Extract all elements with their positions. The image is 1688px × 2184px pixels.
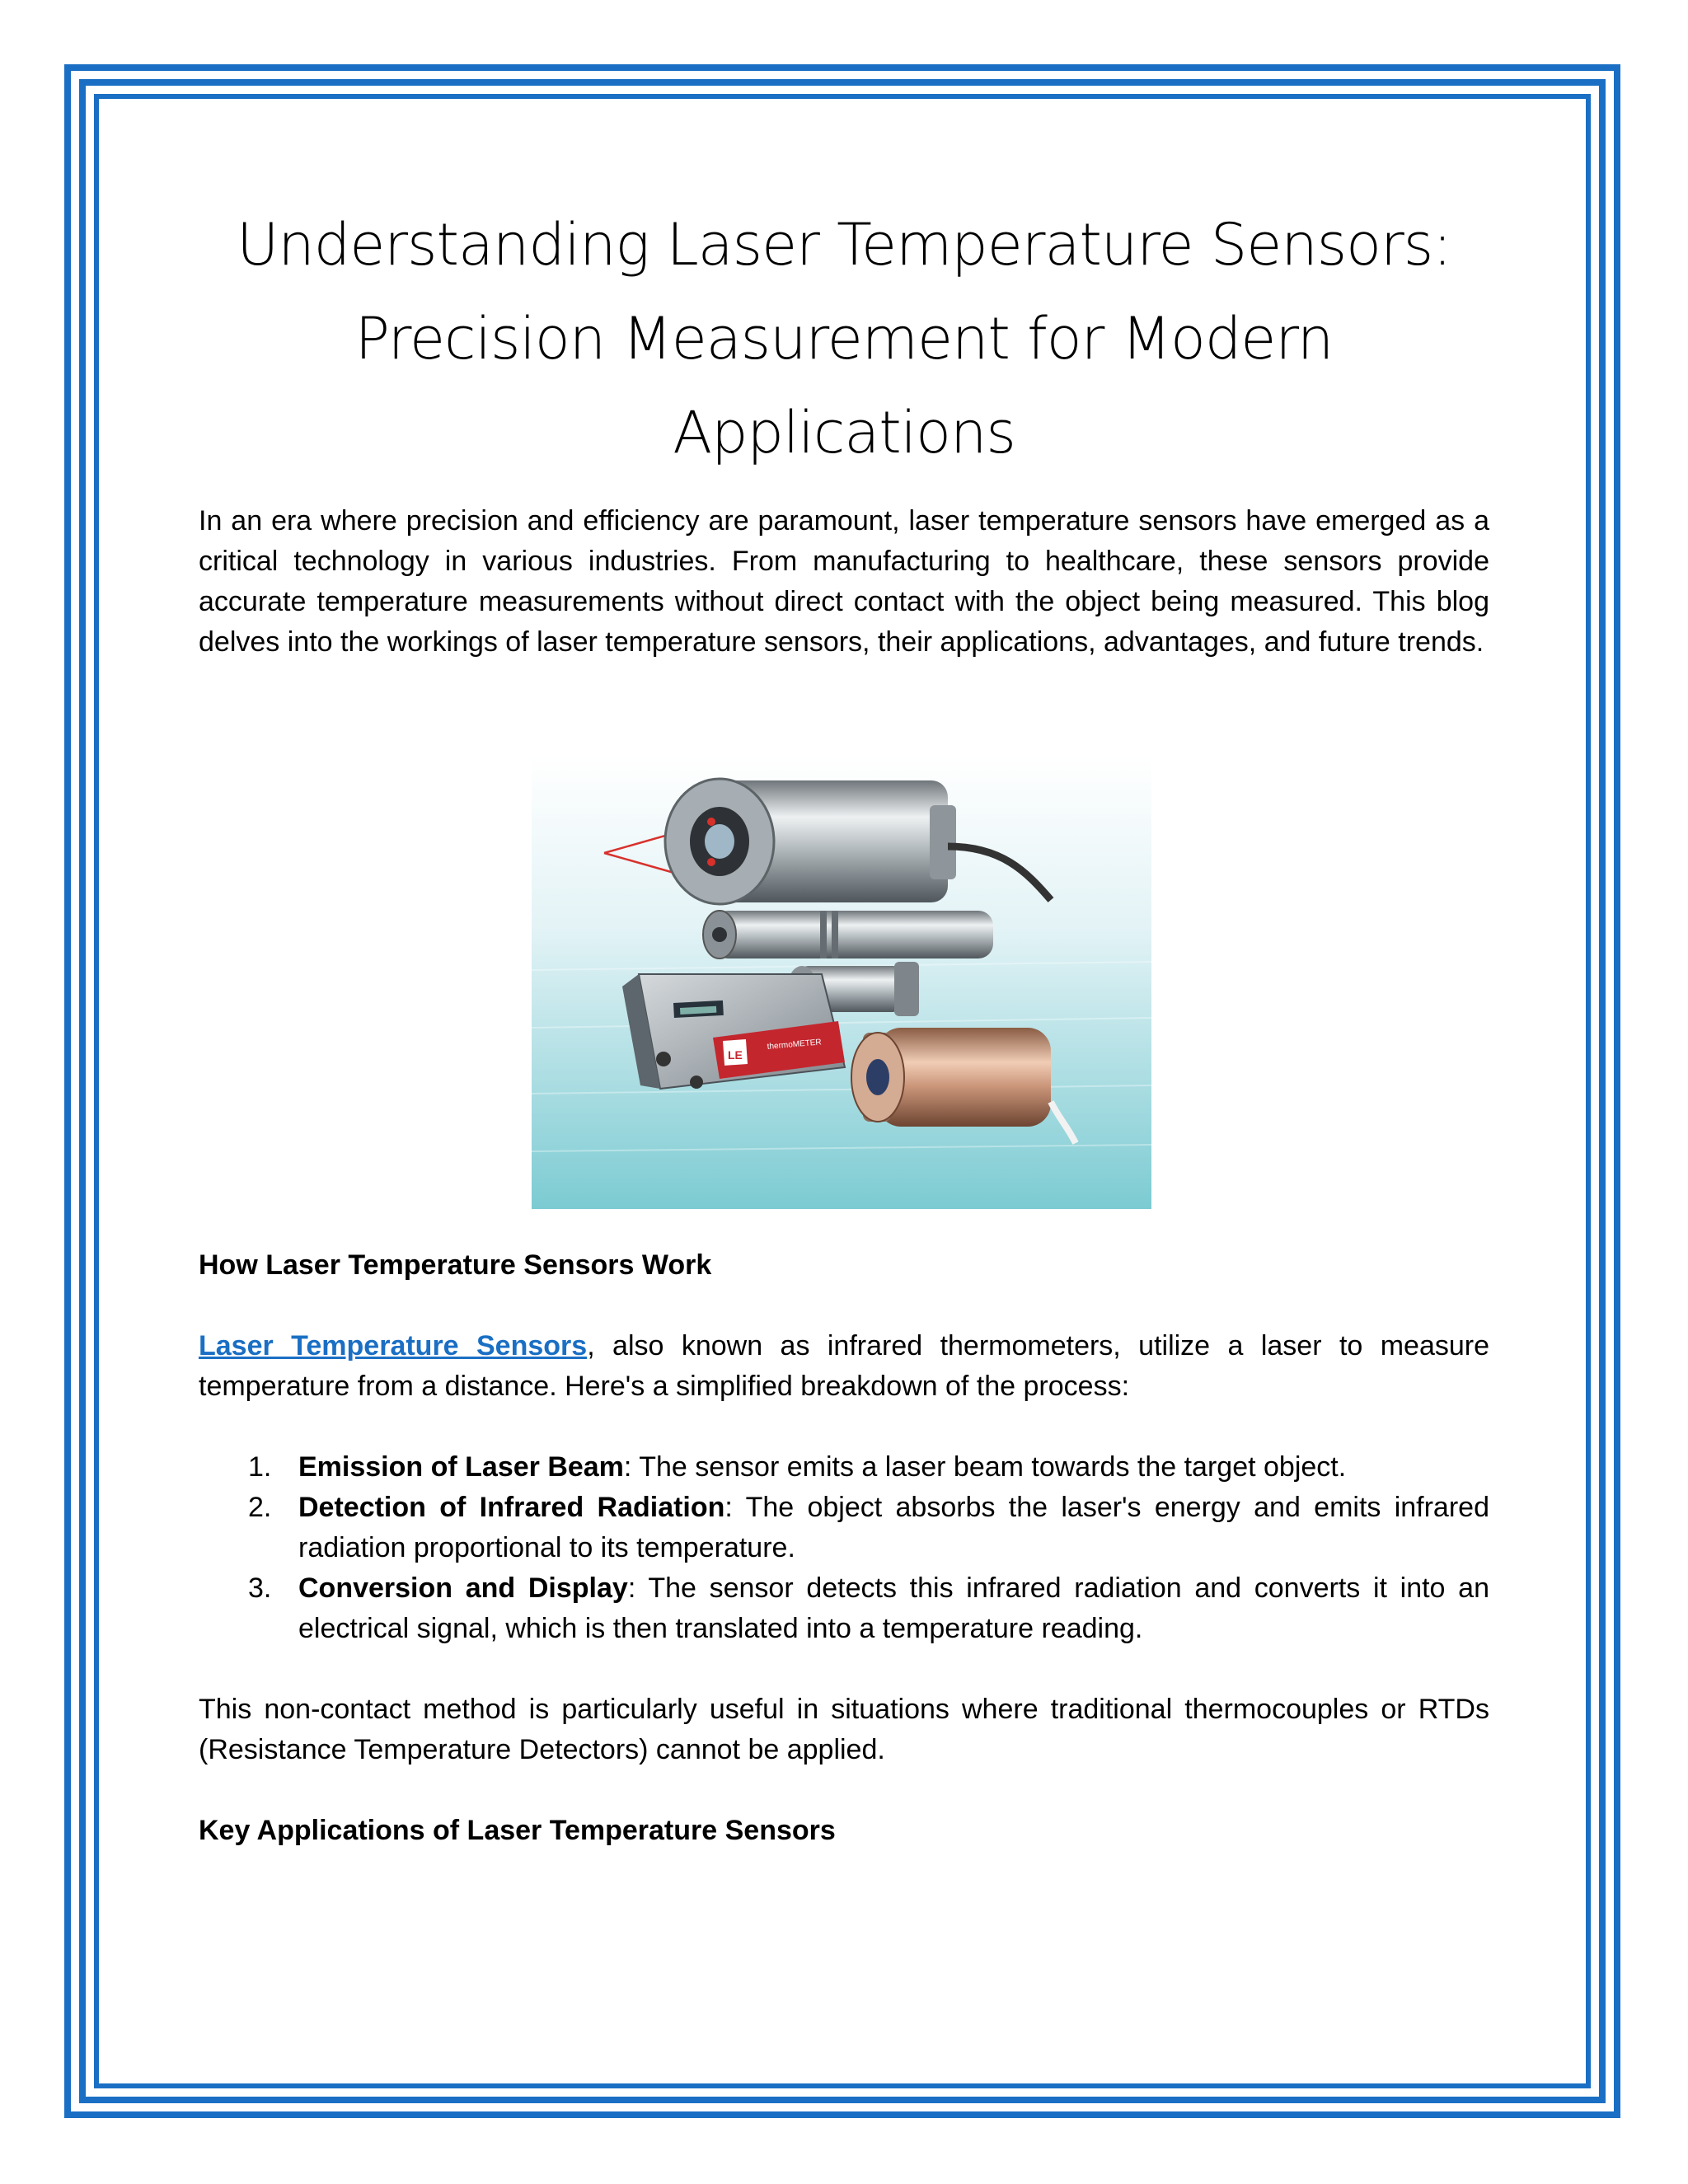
brand-logo-mark: LE <box>728 1048 743 1062</box>
intro-paragraph: In an era where precision and efficiency are paramount, laser temperature sensors have emerged as a critical technology in various industries. From manufacturing to healthcare, these sensors provide accurate temperature measurements without direct contact with the object being measured. This blog delves into the workings of laser temperature sensors, their applications, advantages, and future trends. <box>199 505 1489 658</box>
process-steps-list <box>199 1447 1489 1649</box>
list-item <box>199 1447 1489 1488</box>
explanation-paragraph <box>199 1326 1489 1407</box>
list-item <box>199 1568 1489 1649</box>
step-number: 2. <box>248 1492 272 1523</box>
explanation-text: , also known as infrared thermometers, utilize a laser to measure temperature from a distance. Here's a simplified breakdown of the process: <box>199 1330 1490 1402</box>
page-title: Understanding Laser Temperature Sensors: Precision Measurement for Modern Applications <box>237 211 1451 466</box>
document-body <box>199 198 1489 1851</box>
section-heading-key-applications: Key Applications of Laser Temperature Sensors <box>199 1815 836 1846</box>
device-model-label: thermoMETER <box>767 1038 823 1052</box>
laser-temperature-sensors-link[interactable]: Laser Temperature Sensors <box>199 1330 588 1361</box>
step-description: : The sensor detects this infrared radiation and converts it into an electrical signal, which is then translated into a temperature reading. <box>298 1572 1489 1644</box>
step-number: 1. <box>248 1451 272 1483</box>
step-description: : The object absorbs the laser's energy and emits infrared radiation proportional to its temperature. <box>298 1492 1489 1563</box>
slim-sensor-tube <box>703 911 993 958</box>
controller-box <box>622 974 845 1089</box>
sensor-product-image <box>532 756 1151 1209</box>
section-heading-how-it-works: How Laser Temperature Sensors Work <box>199 1249 712 1281</box>
step-description: : The sensor emits a laser beam towards the target object. <box>623 1451 1347 1483</box>
step-term: Emission of Laser Beam <box>298 1451 624 1483</box>
step-term: Conversion and Display <box>298 1572 628 1604</box>
closing-paragraph: This non-contact method is particularly useful in situations where traditional thermocouples or RTDs (Resistance Temperature Detectors) cannot be applied. <box>199 1694 1489 1765</box>
list-item <box>199 1488 1489 1568</box>
step-term: Detection of Infrared Radiation <box>298 1492 725 1523</box>
step-number: 3. <box>248 1572 272 1604</box>
